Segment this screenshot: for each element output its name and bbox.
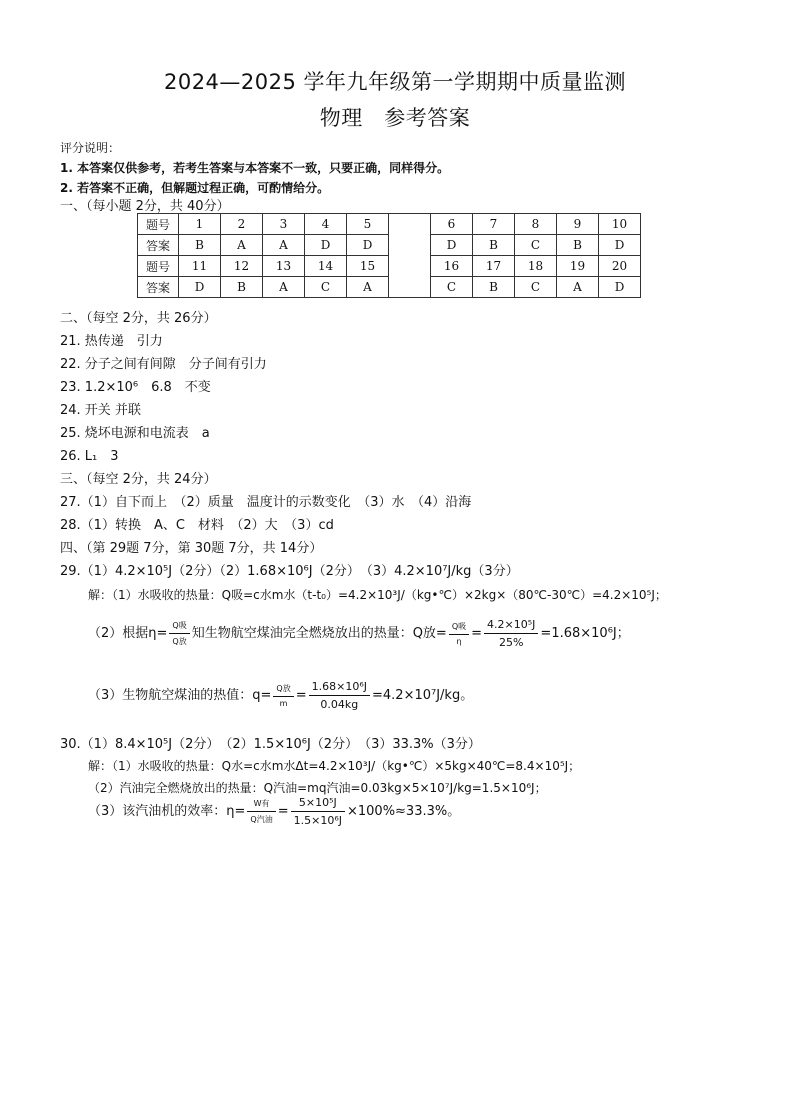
table-cell: 10	[599, 214, 641, 235]
answer-22: 22. 分子之间有间隙 分子间有引力	[60, 357, 267, 372]
table-cell: 13	[263, 256, 305, 277]
answer-30-step-2: （2）汽油完全燃烧放出的热量：Q汽油=mq汽油=0.03kg×5×10⁷J/kg=1.5×10⁶J；	[88, 781, 547, 795]
fraction-denominator: 1.5×10⁶J	[293, 814, 342, 827]
answer-23: 23. 1.2×10⁶ 6.8 不变	[60, 380, 211, 395]
fraction	[273, 683, 293, 708]
table-cell: 5	[347, 214, 389, 235]
fraction-denominator: η	[456, 637, 462, 646]
page-title: 2024—2025 学年九年级第一学期期中质量监测	[163, 70, 627, 94]
table-cell: D	[347, 235, 389, 256]
table-cell: 17	[473, 256, 515, 277]
fraction-denominator: 25%	[499, 636, 524, 649]
fraction-numerator: W有	[247, 798, 275, 812]
section-2-heading: 二、（每空 2分，共 26分）	[60, 311, 217, 326]
fraction-numerator: Q放	[273, 683, 293, 697]
formula-text: =4.2×10⁷J/kg。	[372, 688, 474, 703]
fraction-numerator: 1.68×10⁶J	[309, 680, 370, 696]
section-3-heading: 三、（每空 2分，共 24分）	[60, 472, 217, 487]
table-cell: 12	[221, 256, 263, 277]
answer-29-step-3	[88, 680, 473, 711]
answer-21: 21. 热传递 引力	[60, 334, 163, 349]
fraction-numerator: Q吸	[449, 621, 469, 635]
fraction	[291, 796, 345, 827]
table-cell: 16	[431, 256, 473, 277]
row-label-question: 题号	[138, 214, 179, 235]
table-cell: C	[515, 235, 557, 256]
table-cell: 1	[179, 214, 221, 235]
answer-29-summary: 29.（1）4.2×10⁵J（2分）（2）1.68×10⁶J（2分） （3）4.2×10⁷J/kg（3分）	[60, 564, 519, 579]
table-cell: C	[305, 277, 347, 298]
fraction	[247, 798, 275, 825]
fraction-numerator: 5×10⁵J	[291, 796, 345, 812]
answer-30-summary: 30.（1）8.4×10⁵J（2分） （2）1.5×10⁶J（2分） （3）33.3%（3分）	[60, 737, 481, 752]
section-4-heading: 四、（第 29题 7分，第 30题 7分，共 14分）	[60, 541, 323, 556]
table-cell: D	[179, 277, 221, 298]
table-cell: D	[599, 235, 641, 256]
table-cell: C	[515, 277, 557, 298]
table-cell: A	[263, 277, 305, 298]
table-cell: D	[305, 235, 347, 256]
table-cell: 8	[515, 214, 557, 235]
answer-30-step-1: 解：（1）水吸收的热量：Q水=c水m水Δt=4.2×10³J/（kg•℃）×5kg×40℃=8.4×10⁵J；	[88, 759, 581, 773]
fraction-denominator: Q放	[172, 637, 187, 646]
formula-text: =	[295, 688, 307, 703]
table-cell: D	[431, 235, 473, 256]
table-cell: 18	[515, 256, 557, 277]
table-cell: 15	[347, 256, 389, 277]
fraction-denominator: Q汽油	[250, 815, 273, 824]
formula-text: ×100%≈33.3%。	[346, 804, 461, 819]
table-cell: 3	[263, 214, 305, 235]
formula-text: （3）该汽油机的效率：η=	[88, 804, 246, 819]
multiple-choice-answer-table	[137, 213, 641, 298]
scoring-note-1: 1. 本答案仅供参考，若考生答案与本答案不一致，只要正确，同样得分。	[60, 161, 450, 175]
fraction-denominator: m	[279, 699, 288, 708]
row-label-answer: 答案	[138, 277, 179, 298]
table-cell: A	[347, 277, 389, 298]
table-cell: B	[557, 235, 599, 256]
table-blank-cell	[389, 214, 431, 298]
fraction-numerator: Q吸	[169, 620, 189, 634]
fraction	[309, 680, 370, 711]
answer-25: 25. 烧坏电源和电流表 a	[60, 426, 210, 441]
fraction	[484, 618, 538, 649]
table-cell: A	[263, 235, 305, 256]
table-cell: 19	[557, 256, 599, 277]
formula-text: （2）根据η=	[88, 626, 168, 641]
table-cell: 20	[599, 256, 641, 277]
answer-24: 24. 开关 并联	[60, 403, 141, 418]
table-cell: B	[221, 277, 263, 298]
answer-29-step-2	[88, 618, 630, 649]
table-cell: 6	[431, 214, 473, 235]
answer-26: 26. L₁ 3	[60, 449, 119, 464]
table-cell: A	[557, 277, 599, 298]
table-cell: 2	[221, 214, 263, 235]
table-cell: B	[179, 235, 221, 256]
fraction	[449, 621, 469, 646]
table-cell: 9	[557, 214, 599, 235]
fraction-denominator: 0.04kg	[320, 698, 359, 711]
scoring-notes-heading: 评分说明：	[60, 141, 121, 155]
table-cell: B	[473, 235, 515, 256]
row-label-answer: 答案	[138, 235, 179, 256]
section-1-heading: 一、（每小题 2分，共 40分）	[60, 199, 230, 214]
table-cell: A	[221, 235, 263, 256]
table-cell: 7	[473, 214, 515, 235]
page-subtitle: 物理 参考答案	[319, 106, 471, 130]
row-label-question: 题号	[138, 256, 179, 277]
table-cell: B	[473, 277, 515, 298]
table-row	[138, 214, 641, 235]
scoring-note-2: 2. 若答案不正确，但解题过程正确，可酌情给分。	[60, 181, 330, 195]
table-cell: 4	[305, 214, 347, 235]
answer-29-step-1: 解：（1）水吸收的热量：Q吸=c水m水（t-t₀）=4.2×10³J/（kg•℃）×2kg×（80℃-30℃）=4.2×10⁵J；	[88, 588, 667, 602]
table-cell: 11	[179, 256, 221, 277]
formula-text: =	[277, 804, 289, 819]
formula-text: =	[471, 626, 483, 641]
answer-30-step-3	[88, 796, 460, 827]
table-cell: D	[599, 277, 641, 298]
formula-text: =1.68×10⁶J；	[540, 626, 630, 641]
table-cell: 14	[305, 256, 347, 277]
answer-27: 27.（1）自下而上 （2）质量 温度计的示数变化 （3）水 （4）沿海	[60, 495, 472, 510]
table-cell: C	[431, 277, 473, 298]
fraction-numerator: 4.2×10⁵J	[484, 618, 538, 634]
fraction	[169, 620, 189, 647]
answer-28: 28.（1）转换 A、C 材料 （2）大 （3）cd	[60, 518, 334, 533]
formula-text: 知生物航空煤油完全燃烧放出的热量：Q放=	[191, 626, 447, 641]
formula-text: （3）生物航空煤油的热值：q=	[88, 688, 272, 703]
